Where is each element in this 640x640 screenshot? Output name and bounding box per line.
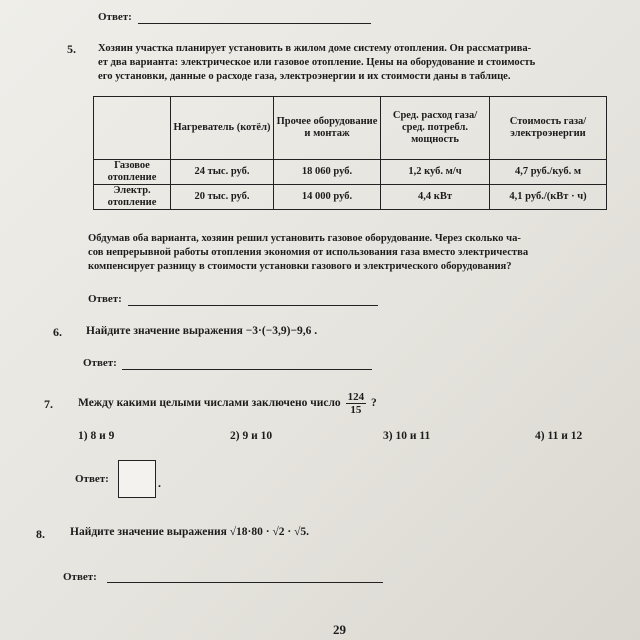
header-consumption: Сред. расход газа/ сред. потребл. мощность: [381, 97, 490, 160]
task5-line-1: Хозяин участка планирует установить в жилом доме систему отопления. Он рассматрива-: [98, 43, 532, 54]
row-gas-equipment: 18 060 руб.: [274, 160, 381, 185]
top-answer-label: Ответ:: [98, 11, 132, 23]
task7-number: 7.: [44, 397, 53, 411]
task6-text: Найдите значение выражения −3·(−3,9)−9,6 .: [86, 325, 318, 337]
task7-answer-box[interactable]: [118, 460, 156, 498]
task5-question-line-1: Обдумав оба варианта, хозяин решил установить газовое оборудование. Через сколько ча-: [88, 233, 521, 244]
option-1[interactable]: 1) 8 и 9: [78, 430, 115, 442]
task7-question: Между какими целыми числами заключено число: [78, 397, 341, 409]
row-el-equipment: 14 000 руб.: [274, 185, 381, 210]
task5-question-line-2: сов непрерывной работы отопления экономия от использования газа вместо электричества: [88, 247, 529, 258]
page-number: 29: [333, 622, 346, 637]
option-2[interactable]: 2) 9 и 10: [230, 430, 273, 442]
row-el-heater: 20 тыс. руб.: [171, 185, 274, 210]
row-gas-name: Газовое отопление: [94, 160, 171, 185]
task6-answer-label: Ответ:: [83, 357, 117, 369]
fraction-denominator: 15: [350, 403, 362, 416]
task7-answer-dot: .: [158, 476, 161, 490]
task5-question: [88, 232, 528, 274]
task5-number: 5.: [67, 42, 76, 56]
table-corner-cell: [94, 97, 171, 160]
task5-line-3: его установки, данные о расходе газа, электроэнергии и их стоимости даны в таблице.: [98, 71, 511, 82]
task8-answer-line[interactable]: [107, 582, 383, 583]
row-el-consumption: 4,4 кВт: [381, 185, 490, 210]
row-gas-cost: 4,7 руб./куб. м: [490, 160, 607, 185]
task8-number: 8.: [36, 527, 45, 541]
task7-question-mark: ?: [370, 397, 377, 409]
table-row: [94, 160, 607, 185]
option-4[interactable]: 4) 11 и 12: [535, 430, 583, 442]
task7-text: [78, 388, 377, 418]
option-3[interactable]: 3) 10 и 11: [383, 430, 431, 442]
header-cost: Стоимость газа/ электроэнергии: [490, 97, 607, 160]
row-el-name: Электр. отопление: [94, 185, 171, 210]
fraction-numerator: 124: [347, 390, 365, 403]
header-equipment: Прочее оборудование и монтаж: [274, 97, 381, 160]
task5-answer-label: Ответ:: [88, 293, 122, 305]
task8-text: Найдите значение выражения √18·80 · √2 · √5.: [70, 526, 310, 538]
task8-answer-label: Ответ:: [63, 571, 97, 583]
task6-answer-line[interactable]: [122, 369, 372, 370]
row-el-cost: 4,1 руб./(кВт · ч): [490, 185, 607, 210]
task6-number: 6.: [53, 325, 62, 339]
task5-question-line-3: компенсирует разницу в стоимости установки газового и электрического оборудования?: [88, 261, 512, 272]
table-header-row: [94, 97, 607, 160]
task5-answer-line[interactable]: [128, 305, 378, 306]
heating-table: [93, 96, 607, 210]
task7-answer-label: Ответ:: [75, 473, 109, 485]
top-answer-line[interactable]: [138, 23, 371, 24]
row-gas-consumption: 1,2 куб. м/ч: [381, 160, 490, 185]
table-row: [94, 185, 607, 210]
task7-fraction: [346, 391, 367, 416]
row-gas-heater: 24 тыс. руб.: [171, 160, 274, 185]
task5-line-2: ет два варианта: электрическое или газовое отопление. Цены на оборудование и стоимость: [98, 57, 536, 68]
header-heater: Нагреватель (котёл): [171, 97, 274, 160]
task5-text: [98, 42, 535, 84]
